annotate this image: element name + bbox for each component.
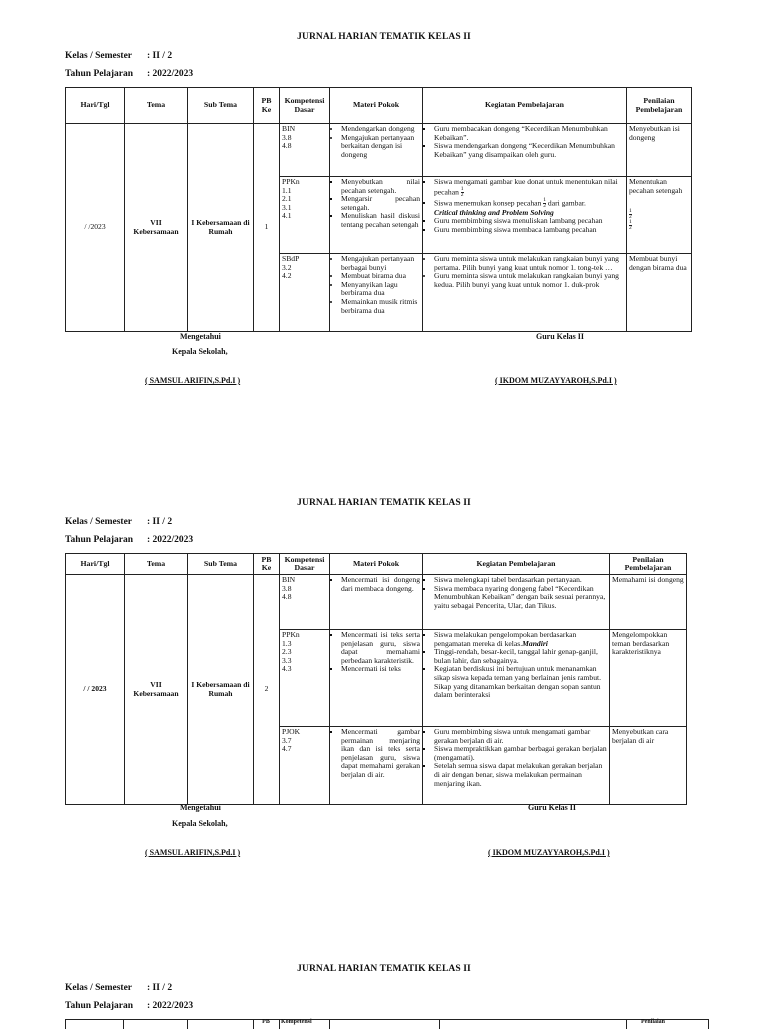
kegiatan-cell	[423, 727, 610, 805]
kelas-semester	[65, 983, 172, 993]
kegiatan-cell	[423, 254, 627, 332]
date-cell: / /2023	[66, 124, 125, 332]
fraction-half	[629, 220, 632, 231]
list-item: ▪ Setelah semua siswa dapat melakukan gerakan berjalan di air dengan benar, siswa melakukan permainan menjaring ikan.	[434, 762, 607, 788]
materi-cell	[330, 727, 423, 805]
list-item: ▪ Mengarsir pecahan setengah.	[341, 195, 420, 212]
kd-subject: PJOK	[282, 727, 301, 736]
kegiatan-text: dari gambar.	[547, 197, 586, 207]
table-header-row	[66, 88, 692, 124]
kd-code: 4.1	[282, 211, 292, 221]
list-item: ▪ Guru membimbing siswa membaca lambang pecahan	[434, 226, 624, 235]
guru-kelas-name: ( IKDOM MUZAYYAROH,S.Pd.I )	[495, 376, 617, 385]
list-item: • Guru meminta siswa untuk melakukan rangkaian bunyi yang pertama. Pilih bunyi yang kuat untuk nomor 1. tong-tek …	[434, 255, 624, 272]
kd-subject: BIN	[282, 575, 296, 584]
kd-cell	[280, 124, 330, 177]
kegiatan-cell	[423, 630, 610, 727]
date-cell: / / 2023	[66, 575, 125, 805]
penilaian-text: Menentukan pecahan setengah	[629, 177, 683, 195]
header-tema: Tema	[125, 88, 188, 124]
kegiatan-cell	[423, 124, 627, 177]
tahun-label: Tahun Pelajaran	[65, 1001, 134, 1011]
header-pb-ke: PB Ke	[254, 554, 280, 575]
list-item: • Guru meminta siswa untuk melakukan rangkaian bunyi yang kedua. Pilih bunyi yang kuat untuk nomor 1. duk-prok	[434, 272, 624, 289]
header-materi-pokok: Materi Pokok	[330, 88, 423, 124]
sign-mengetahui: Mengetahui	[180, 803, 221, 812]
kelas-value: : II / 2	[147, 983, 173, 993]
list-item: • Mengajukan pertanyaan berbagai bunyi	[341, 255, 420, 272]
tahun-pelajaran	[65, 1001, 193, 1011]
list-item	[434, 178, 624, 198]
kd-code: 3.1	[282, 202, 292, 212]
kd-code: 4.3	[282, 664, 292, 674]
list-item: ▪ Mencermati isi teks	[341, 665, 420, 674]
header-pb-partial: PB	[262, 1019, 270, 1025]
header-hari-tgl: Hari/Tgl	[66, 554, 125, 575]
kegiatan-text: Siswa mengamati gambar kue donat untuk menentukan nilai pecahan	[434, 177, 618, 196]
journal-table-partial	[65, 1019, 709, 1029]
header-kompetensi-dasar: Kompetensi Dasar	[280, 554, 330, 575]
header-hari-tgl: Hari/Tgl	[66, 88, 125, 124]
list-item: • Mengajukan pertanyaan berkaitan dengan isi dongeng	[341, 134, 420, 160]
kd-code: 4.7	[282, 744, 292, 754]
kd-code: 4.2	[282, 271, 292, 281]
kd-code: 4.8	[282, 592, 292, 602]
kegiatan-emphasis: Critical thinking and Problem Solving	[434, 207, 554, 217]
header-sub-tema: Sub Tema	[188, 88, 254, 124]
list-item: • Menyanyikan lagu berbirama dua	[341, 281, 420, 298]
subtema-cell: I Kebersamaan di Rumah	[188, 124, 254, 332]
pb-cell: 2	[254, 575, 280, 805]
list-item: ▪ Guru membimbing siswa untuk mengamati gambar gerakan berjalan di air.	[434, 728, 607, 745]
kegiatan-text: Siswa menemukan konsep pecahan	[434, 197, 542, 207]
list-item: ▪ Siswa membaca nyaring dongeng fabel “Kecerdikan Menumbuhkan Kebaikan” dengan baik sesuai perannya, yaitu sebagai Pencerita, Ular, dan Tikus.	[434, 585, 607, 611]
kd-code: 3.8	[282, 583, 292, 593]
list-item: ▪ Menyebutkan nilai pecahan setengah.	[341, 178, 420, 195]
kd-subject: PPKn	[282, 177, 300, 186]
tahun-pelajaran	[65, 69, 193, 79]
journal-title: JURNAL HARIAN TEMATIK KELAS II	[297, 964, 471, 974]
header-kompetensi-partial: Kompetensi	[281, 1019, 312, 1025]
kepala-sekolah-name: ( SAMSUL ARIFIN,S.Pd.I )	[145, 376, 241, 385]
list-item: • Memainkan musik ritmis berbirama dua	[341, 298, 420, 315]
journal-title: JURNAL HARIAN TEMATIK KELAS II	[297, 32, 471, 42]
header-materi-pokok: Materi Pokok	[330, 554, 423, 575]
penilaian-cell: Mengelompokkan teman berdasarkan karakteristiknya	[610, 630, 687, 727]
list-item: ▪ Siswa melengkapi tabel berdasarkan pertanyaan.	[434, 576, 607, 585]
kegiatan-text: Siswa melakukan pengelompokan berdasarkan pengamatan mereka di kelas.	[434, 630, 577, 648]
kd-cell	[280, 177, 330, 254]
fraction-num: 1	[460, 185, 464, 192]
list-item: ▪ Tinggi-rendah, besar-kecil, tanggal lahir genap-ganjil, bulan lahir, dan sebagainya.	[434, 648, 607, 665]
kepala-sekolah-name: ( SAMSUL ARIFIN,S.Pd.I )	[145, 848, 241, 857]
penilaian-cell: Menyebutkan cara berjalan di air	[610, 727, 687, 805]
tahun-pelajaran	[65, 535, 193, 545]
list-item: ▪ Menuliskan hasil diskusi tentang pecahan setengah	[341, 212, 420, 229]
header-tema: Tema	[125, 554, 188, 575]
header-kegiatan: Kegiatan Pembelajaran	[423, 88, 627, 124]
kd-code: 3.8	[282, 132, 292, 142]
fraction-num: 1	[629, 219, 632, 226]
table-row	[66, 575, 687, 630]
kd-cell	[280, 575, 330, 630]
materi-cell	[330, 630, 423, 727]
fraction-num: 1	[629, 208, 632, 215]
kegiatan-emphasis: Mandiri	[522, 638, 548, 648]
kegiatan-cell	[423, 177, 627, 254]
guru-kelas-name: ( IKDOM MUZAYYAROH,S.Pd.I )	[488, 848, 610, 857]
tahun-label: Tahun Pelajaran	[65, 69, 134, 79]
kelas-value: : II / 2	[147, 51, 173, 61]
list-item: ▪ Guru membimbing siswa menuliskan lambang pecahan	[434, 217, 624, 226]
materi-cell	[330, 254, 423, 332]
penilaian-cell	[627, 177, 692, 254]
header-kegiatan: Kegiatan Pembelajaran	[423, 554, 610, 575]
kd-cell	[280, 727, 330, 805]
table-row	[66, 124, 692, 177]
kd-code: 3.7	[282, 735, 292, 745]
tema-cell: VII Kebersamaan	[125, 124, 188, 332]
fraction-half	[461, 187, 464, 198]
header-penilaian: Penilaian Pembelajaran	[627, 88, 692, 124]
list-item: ▪ Siswa mendengarkan dongeng “Kecerdikan Menumbuhkan Kebaikan” yang disampaikan oleh guru.	[434, 142, 624, 159]
kelas-semester	[65, 517, 172, 527]
fraction-den: 2	[460, 191, 464, 198]
kegiatan-cell	[423, 575, 610, 630]
list-item: ▪ Siswa mempraktikkan gambar berbagai gerakan berjalan (mengamati).	[434, 745, 607, 762]
kd-code: 3.2	[282, 262, 292, 272]
list-item: • Membuat birama dua	[341, 272, 420, 281]
sign-kepala-sekolah: Kepala Sekolah,	[172, 347, 228, 356]
kd-code: 1.3	[282, 638, 292, 648]
list-item: ▪ Mencermati gambar permainan menjaring ikan dan isi teks serta penjelasan guru, siswa dapat memahami gerakan berjalan di air.	[341, 728, 420, 780]
journal-table	[65, 553, 687, 805]
penilaian-cell: Membuat bunyi dengan birama dua	[627, 254, 692, 332]
kd-code: 1.1	[282, 185, 292, 195]
sign-mengetahui: Mengetahui	[180, 332, 221, 341]
kelas-semester	[65, 51, 172, 61]
sign-guru-kelas: Guru Kelas II	[536, 332, 585, 341]
kd-code: 2.3	[282, 647, 292, 657]
sign-guru-kelas: Guru Kelas II	[528, 803, 577, 812]
materi-cell	[330, 177, 423, 254]
fraction-den: 2	[543, 202, 546, 209]
fraction-den: 2	[629, 214, 632, 221]
list-item: ▪ Mencermati isi dongeng dari membaca dongeng.	[341, 576, 420, 593]
kelas-label: Kelas / Semester	[65, 51, 133, 61]
subtema-cell: I Kebersamaan di Rumah	[188, 575, 254, 805]
header-penilaian-partial: Penilaian	[641, 1019, 666, 1025]
kd-subject: BIN	[282, 124, 296, 133]
header-sub-tema: Sub Tema	[188, 554, 254, 575]
list-item	[434, 198, 624, 218]
kd-subject: SBdP	[282, 254, 300, 263]
kd-code: 3.3	[282, 655, 292, 665]
journal-table	[65, 87, 692, 332]
materi-cell	[330, 124, 423, 177]
kd-cell	[280, 254, 330, 332]
list-item: ▪ Mencermati isi teks serta penjelasan guru, siswa dapat memahami perbedaan karakteristik.	[341, 631, 420, 665]
header-penilaian: Penilaian Pembelajaran	[610, 554, 687, 575]
penilaian-cell: Memahami isi dongeng	[610, 575, 687, 630]
kd-subject: PPKn	[282, 630, 300, 639]
list-item: ▪ Guru membacakan dongeng “Kecerdikan Menumbuhkan Kebaikan”.	[434, 125, 624, 142]
fraction-num: 1	[543, 196, 546, 203]
fraction-den: 2	[629, 225, 632, 232]
kd-code: 4.8	[282, 141, 292, 151]
tahun-value: : 2022/2023	[147, 1001, 194, 1011]
kelas-value: : II / 2	[147, 517, 173, 527]
list-item: • Mendengarkan dongeng	[341, 125, 420, 134]
kd-code: 2.1	[282, 194, 292, 204]
header-kompetensi-dasar: Kompetensi Dasar	[280, 88, 330, 124]
kelas-label: Kelas / Semester	[65, 517, 133, 527]
list-item	[434, 631, 607, 648]
list-item: ▪ Kegiatan berdiskusi ini bertujuan untuk menanamkan sikap siswa kepada teman yang berlainan jenis rambut. Sikap yang ditanamkan berkaitan dengan sopan santun dalam berinteraksi	[434, 665, 607, 699]
sign-kepala-sekolah: Kepala Sekolah,	[172, 819, 228, 828]
journal-title: JURNAL HARIAN TEMATIK KELAS II	[297, 498, 471, 508]
tahun-value: : 2022/2023	[147, 69, 194, 79]
kelas-label: Kelas / Semester	[65, 983, 133, 993]
pb-cell: 1	[254, 124, 280, 332]
tahun-value: : 2022/2023	[147, 535, 194, 545]
tahun-label: Tahun Pelajaran	[65, 535, 134, 545]
materi-cell	[330, 575, 423, 630]
header-pb-ke: PB Ke	[254, 88, 280, 124]
table-header-row	[66, 554, 687, 575]
penilaian-cell: Menyebutkan isi dongeng	[627, 124, 692, 177]
tema-cell: VII Kebersamaan	[125, 575, 188, 805]
kd-cell	[280, 630, 330, 727]
